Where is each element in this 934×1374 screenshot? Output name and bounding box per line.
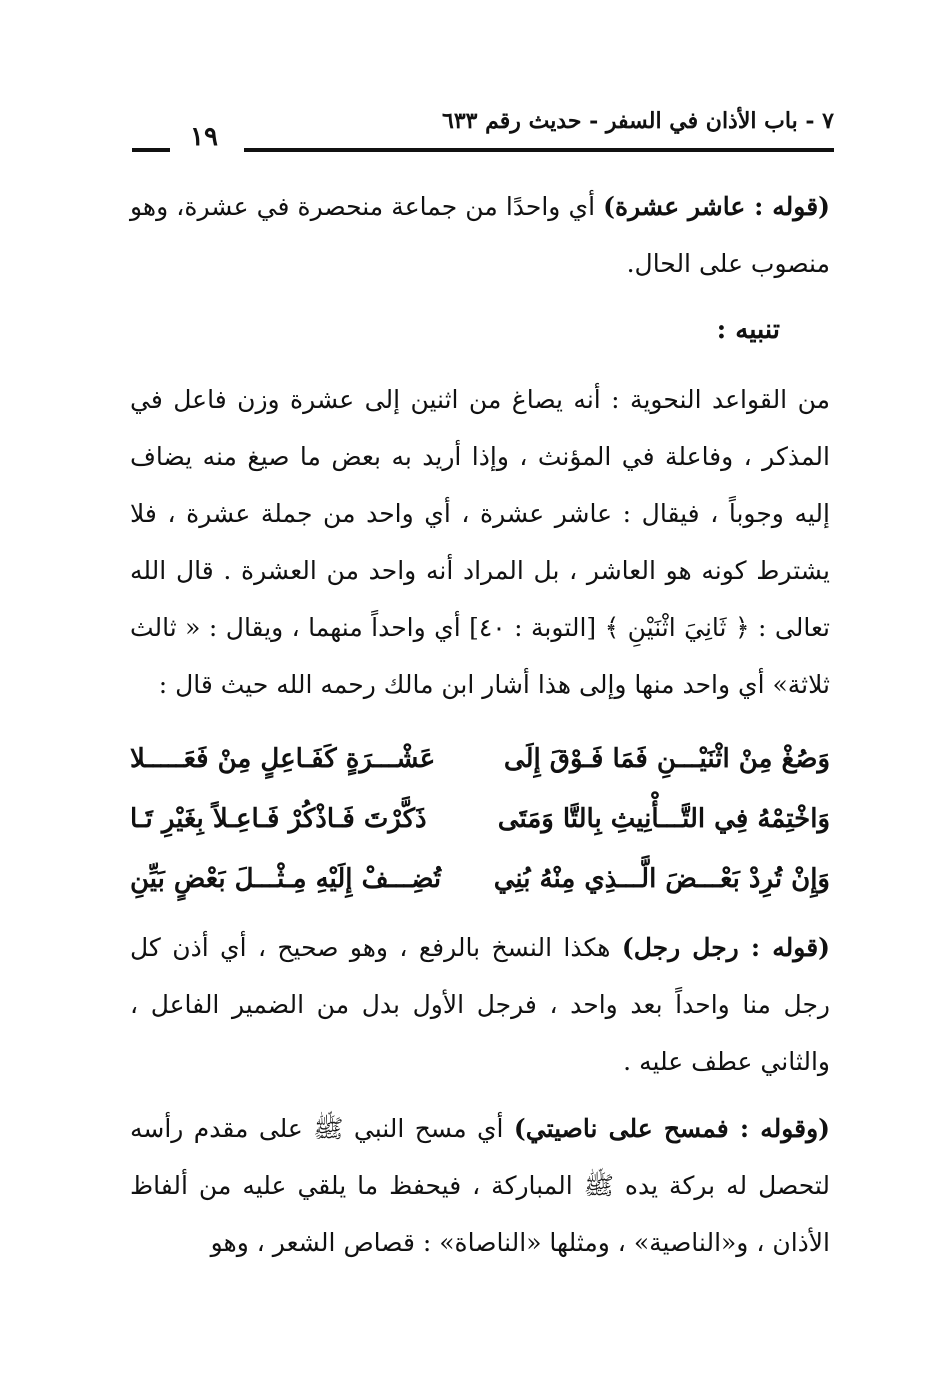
header-rule — [244, 148, 834, 152]
paragraph-1 — [130, 178, 830, 292]
quoted-phrase: (قوله : رجل رجل) — [621, 933, 830, 962]
verse-second-half: عَشْـــرَةٍ كَفَـاعِلٍ مِنْ فَعَـــــلا — [130, 744, 436, 774]
quoted-phrase: (قوله : عاشر عشرة) — [603, 192, 830, 221]
verse-first-half: وَصُغْ مِنْ اثْنَيْـــنِ فَمَا فَـوْقَ إِلَى — [503, 744, 830, 774]
verse-second-half: ذَكَّرْتَ فَـاذْكُرْ فَـاعِـلاً بِغَيْرِ تَـا — [130, 804, 427, 834]
verse-first-half: وَاخْتِمْهُ فِي التَّـــأْنِيثِ بِالتَّا وَمَتَى — [497, 804, 830, 834]
section-heading: تنبيه : — [716, 315, 780, 345]
paragraph-text: أي مسح النبي ﷺ على مقدم رأسه لتحصل له بركة يده ﷺ المباركة ، فيحفظ ما يلقي عليه من ألفاظ الأذان ، و«الناصية» ، ومثلها «الناصاة» : قصاص الشعر ، وهو — [130, 1114, 830, 1257]
paragraph-text: أي واحدًا من جماعة منحصرة في عشرة، وهو منصوب على الحال. — [130, 192, 830, 278]
verse-first-half: وَإِنْ تُرِدْ بَعْـــضَ الَّـــذِي مِنْهُ بُنِي — [493, 864, 830, 894]
paragraph-2: من القواعد النحوية : أنه يصاغ من اثنين إلى عشرة وزن فاعل في المذكر ، وفاعلة في المؤنث ، وإذا أريد به بعض ما صيغ منه يضاف إليه وجوباً ، فيقال : عاشر عشرة ، أي واحد من جملة عشرة ، فلا يشترط كونه هو العاشر ، بل المراد أنه واحد من العشرة . قال الله تعالى : ﴿ ثَانِيَ اثْنَيْنِ ﴾ [التوبة : ٤٠] أي واحداً منهما ، ويقال : « ثالث ثلاثة» أي واحد منها وإلى هذا أشار ابن مالك رحمه الله حيث قال : — [130, 385, 830, 699]
paragraph-4 — [130, 1100, 830, 1271]
header-title: ٧ - باب الأذان في السفر - حديث رقم ٦٣٣ — [442, 108, 834, 134]
main-text — [130, 178, 830, 1271]
poem-verse — [130, 789, 830, 849]
poem — [130, 729, 830, 909]
page-number-dash — [132, 148, 170, 152]
verse-second-half: تُضِـــفْ إِلَيْهِ مِـثْـــلَ بَعْضٍ بَيِّنِ — [130, 864, 442, 894]
quoted-phrase: (وقوله : فمسح على ناصيتي) — [513, 1114, 830, 1143]
poem-verse — [130, 729, 830, 789]
paragraph-text: هكذا النسخ بالرفع ، وهو صحيح ، أي أذن كل رجل منا واحداً بعد واحد ، فرجل الأول بدل من الضمير الفاعل ، والثاني عطف عليه . — [130, 933, 830, 1076]
poem-verse — [130, 849, 830, 909]
page-number: ١٩ — [190, 122, 218, 152]
paragraph-3 — [130, 919, 830, 1090]
running-header — [130, 108, 834, 160]
